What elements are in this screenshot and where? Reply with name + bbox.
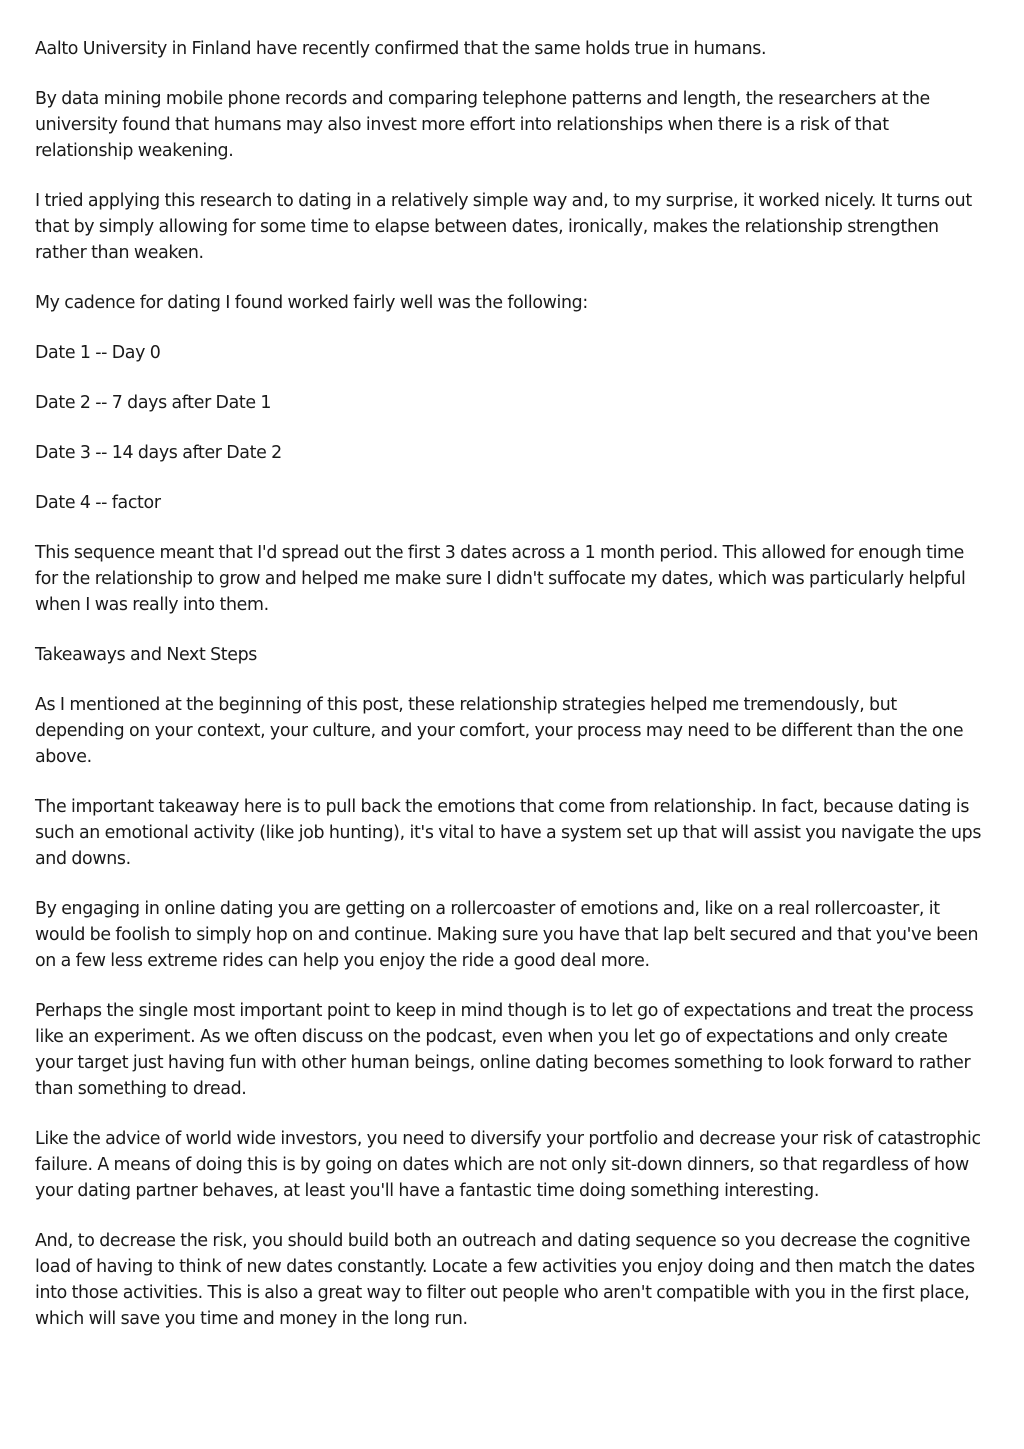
paragraph-cadence-intro: My cadence for dating I found worked fairly well was the following:: [35, 293, 588, 313]
paragraph-diversify: Like the advice of world wide investors, you need to diversify your portfolio and decrease your risk of catastrophic failure. A means of doing this is by going on dates which are not only sit-down dinners, so that regardless of how your dating partner behaves, at least you'll have a fantastic time doing something interesting.: [35, 1129, 981, 1201]
list-item-date-2: Date 2 -- 7 days after Date 1: [35, 393, 272, 413]
paragraph-important-takeaway: The important takeaway here is to pull back the emotions that come from relationship. In fact, because dating is such an emotional activity (like job hunting), it's vital to have a system set up that will assist you navigate the ups and downs.: [35, 797, 982, 869]
paragraph-research-applied: I tried applying this research to dating in a relatively simple way and, to my surprise, it worked nicely. It turns out that by simply allowing for some time to elapse between dates, ironically, makes the relationship strengthen rather than weaken.: [35, 191, 972, 263]
list-item-date-4: Date 4 -- factor: [35, 493, 161, 513]
paragraph-sequence-explained: This sequence meant that I'd spread out the first 3 dates across a 1 month period. This allowed for enough time for the relationship to grow and helped me make sure I didn't suffocate my dates, which was particularly helpful when I was really into them.: [35, 543, 966, 615]
paragraph-strategies: As I mentioned at the beginning of this post, these relationship strategies helped me tremendously, but depending on your context, your culture, and your comfort, your process may need to be different than the one above.: [35, 695, 964, 767]
paragraph-rollercoaster: By engaging in online dating you are getting on a rollercoaster of emotions and, like on a real rollercoaster, it would be foolish to simply hop on and continue. Making sure you have that lap belt secured and that you've been on a few less extreme rides can help you enjoy the ride a good deal more.: [35, 899, 979, 971]
list-item-date-3: Date 3 -- 14 days after Date 2: [35, 443, 282, 463]
paragraph-decrease-risk: And, to decrease the risk, you should build both an outreach and dating sequence so you decrease the cognitive load of having to think of new dates constantly. Locate a few activities you enjoy doing and then match the dates into those activities. This is also a great way to filter out people who aren't compatible with you in the first place, which will save you time and money in the long run.: [35, 1231, 975, 1329]
paragraph-data-mining: By data mining mobile phone records and comparing telephone patterns and length, the researchers at the university found that humans may also invest more effort into relationships when there is a risk of that relationship weakening.: [35, 89, 930, 161]
paragraph-aalto-intro: Aalto University in Finland have recently confirmed that the same holds true in humans.: [35, 39, 767, 59]
list-item-date-1: Date 1 -- Day 0: [35, 343, 161, 363]
paragraph-expectations: Perhaps the single most important point to keep in mind though is to let go of expectations and treat the process like an experiment. As we often discuss on the podcast, even when you let go of expectations and only create your target just having fun with other human beings, online dating becomes something to look forward to rather than something to dread.: [35, 1001, 974, 1099]
section-heading-takeaways: Takeaways and Next Steps: [35, 645, 258, 665]
